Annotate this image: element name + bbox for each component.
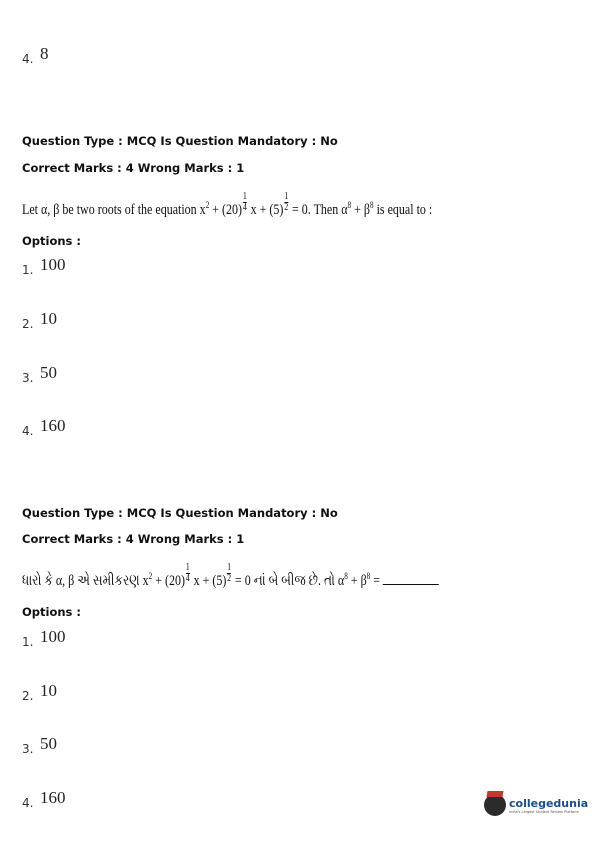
option-value: 8 xyxy=(40,44,49,63)
option-number: 3. xyxy=(22,371,34,385)
option-number: 3. xyxy=(22,742,34,756)
question-text: Let α, β be two roots of the equation $x^2 + (20)$ $\frac{1}{4}$ x + (5) $\frac{1}{2}$ = 0. Then $\alpha^8 + \beta^8$ is equal to : xyxy=(22,191,433,218)
logo-name: collegedunia xyxy=(509,796,589,810)
option-number: 1. xyxy=(22,635,34,649)
option-number: 4. xyxy=(22,424,34,438)
marks-line: Correct Marks : 4 Wrong Marks : 1 xyxy=(22,161,245,175)
option-value: 50 xyxy=(40,734,57,753)
fraction: $\frac{1}{4}$ xyxy=(185,562,190,585)
option-value: 10 xyxy=(40,309,57,328)
option-number: 4. xyxy=(22,796,34,810)
option-number: 4. xyxy=(22,52,34,66)
fraction: $\frac{1}{4}$ xyxy=(242,191,247,214)
fraction: $\frac{1}{2}$ xyxy=(284,191,289,214)
option-value: 160 xyxy=(40,788,66,807)
option-value: 160 xyxy=(40,416,66,435)
option-value: 100 xyxy=(40,627,66,646)
options-label: Options : xyxy=(22,234,81,248)
question-text-gujarati: ધારો કે α, β એ સમીકરણ $x^2 + (20)$ $\frac{1}{4}$ x + (5) $\frac{1}{2}$ = 0 નાં બે બીજ છે. તો $\alpha^8 + \beta^8$ = xyxy=(22,571,439,592)
option-number: 1. xyxy=(22,263,34,277)
answer-blank xyxy=(383,583,439,585)
options-label: Options : xyxy=(22,605,81,619)
option-value: 10 xyxy=(40,681,57,700)
option-value: 100 xyxy=(40,255,66,274)
option-value: 50 xyxy=(40,363,57,382)
option-number: 2. xyxy=(22,317,34,331)
marks-line: Correct Marks : 4 Wrong Marks : 1 xyxy=(22,532,245,546)
option-number: 2. xyxy=(22,689,34,703)
logo-tagline: India's Largest Student Review Platform xyxy=(509,809,579,814)
collegedunia-logo xyxy=(484,794,588,816)
question-type-line: Question Type : MCQ Is Question Mandatory : No xyxy=(22,506,338,520)
question-type-line: Question Type : MCQ Is Question Mandatory : No xyxy=(22,134,338,148)
mascot-icon xyxy=(484,794,506,816)
fraction: $\frac{1}{2}$ xyxy=(227,562,232,585)
